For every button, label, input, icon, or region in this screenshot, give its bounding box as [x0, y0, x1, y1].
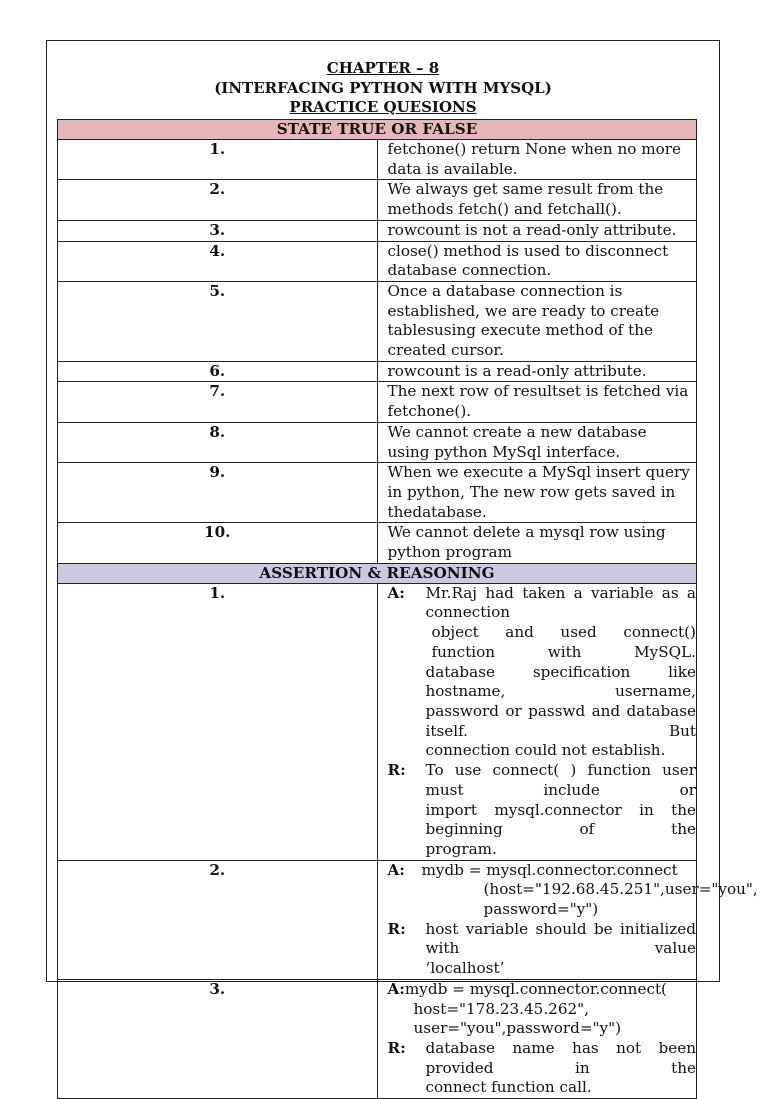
question-text: rowcount is a read-only attribute. — [377, 361, 697, 382]
section-title: STATE TRUE OR FALSE — [58, 120, 697, 140]
text-line: password="y") — [483, 900, 599, 919]
question-number: 6. — [58, 361, 378, 382]
question-number: 1. — [58, 140, 378, 180]
table-row — [58, 583, 697, 860]
section-title: ASSERTION & REASONING — [58, 563, 697, 583]
text-line: ‘localhost’ — [425, 959, 505, 978]
text-line: program. — [425, 839, 497, 858]
question-number: 8. — [58, 422, 378, 462]
question-text: close() method is used to disconnect database connection. — [377, 241, 697, 281]
text-line: password or passwd and database itself. But — [425, 701, 696, 740]
question-number: 10. — [58, 523, 378, 563]
reason-text — [426, 920, 697, 979]
reason-label: R: — [387, 919, 406, 938]
assertion-label: A: — [387, 860, 405, 879]
assertion — [388, 584, 697, 761]
question-number: 2. — [58, 180, 378, 220]
chapter-title: CHAPTER – 8 — [326, 59, 440, 77]
question-text: fetchone() return None when no more data is available. — [377, 140, 697, 180]
reason — [388, 761, 697, 860]
text-line: Mr.Raj had taken a variable as a connection — [425, 583, 696, 622]
table-row — [58, 220, 697, 241]
question-number: 3. — [58, 979, 378, 1098]
assertion — [387, 860, 758, 920]
question-text: We cannot delete a mysql row using python program — [377, 523, 697, 563]
reason — [388, 1039, 697, 1098]
text-line: host variable should be initialized with value — [425, 919, 696, 958]
assertion-text — [426, 584, 697, 761]
question-text: rowcount is not a read-only attribute. — [377, 220, 697, 241]
document-page — [46, 40, 758, 1097]
question-number: 3. — [58, 220, 378, 241]
question-number: 7. — [58, 382, 378, 422]
text-line: To use connect( ) function user must include or — [425, 761, 696, 799]
question-text: When we execute a MySql insert query in python, The new row gets saved in thedatabase. — [377, 463, 697, 523]
section-header-true-false — [58, 120, 697, 140]
table-row — [58, 281, 697, 361]
question-text: The next row of resultset is fetched via fetchone(). — [377, 382, 697, 422]
table-row — [58, 860, 697, 979]
text-line: connection could not establish. — [425, 741, 666, 760]
assertion-text — [422, 861, 758, 920]
assertion-text-line: mydb = mysql.connector.connect( — [404, 979, 667, 998]
table-row — [58, 422, 697, 462]
assertion-reason-cell — [377, 583, 697, 860]
text-line: (host="192.68.45.251",user="you", — [483, 880, 758, 899]
title-block — [47, 59, 719, 118]
assertion-label: A: — [387, 583, 405, 602]
assertion-text-line: host="178.23.45.262", user="you",password="y") — [413, 999, 622, 1038]
assertion-label: A: — [387, 979, 405, 998]
reason-label: R: — [387, 1038, 406, 1057]
text-line: mydb = mysql.connector.connect — [421, 860, 678, 879]
question-number: 2. — [58, 860, 378, 979]
table-row — [58, 382, 697, 422]
reason-text — [426, 1039, 697, 1098]
reason-label: R: — [387, 761, 406, 780]
reason — [388, 920, 697, 979]
assertion — [388, 980, 697, 1039]
practice-heading: PRACTICE QUESIONS — [289, 98, 477, 116]
chapter-subtitle: (INTERFACING PYTHON WITH MYSQL) — [214, 78, 552, 97]
table-row — [58, 140, 697, 180]
question-text: We cannot create a new database using python MySql interface. — [377, 422, 697, 462]
text-line: connect function call. — [425, 1078, 592, 1097]
assertion-reason-cell — [377, 860, 758, 979]
text-line: database name has not been provided in the — [425, 1038, 696, 1077]
table-row — [58, 979, 697, 1098]
table-row — [58, 241, 697, 281]
text-line: database specification like hostname, username, — [425, 662, 696, 701]
table-row — [58, 523, 697, 563]
question-number: 9. — [58, 463, 378, 523]
question-number: 1. — [58, 583, 378, 860]
text-line: object and used connect() function with MySQL. — [431, 623, 696, 661]
reason-text — [426, 761, 697, 860]
question-text: Once a database connection is established, we are ready to create tablesusing execute method of the created cursor. — [377, 281, 697, 361]
table-row — [58, 361, 697, 382]
text-line: import mysql.connector in the beginning of the — [425, 800, 696, 839]
table-row — [58, 463, 697, 523]
questions-table — [57, 119, 758, 1099]
assertion-reason-cell — [377, 979, 697, 1098]
question-text: We always get same result from the methods fetch() and fetchall(). — [377, 180, 697, 220]
section-header-assertion-reasoning — [58, 563, 697, 583]
question-number: 4. — [58, 241, 378, 281]
question-number: 5. — [58, 281, 378, 361]
table-row — [58, 180, 697, 220]
